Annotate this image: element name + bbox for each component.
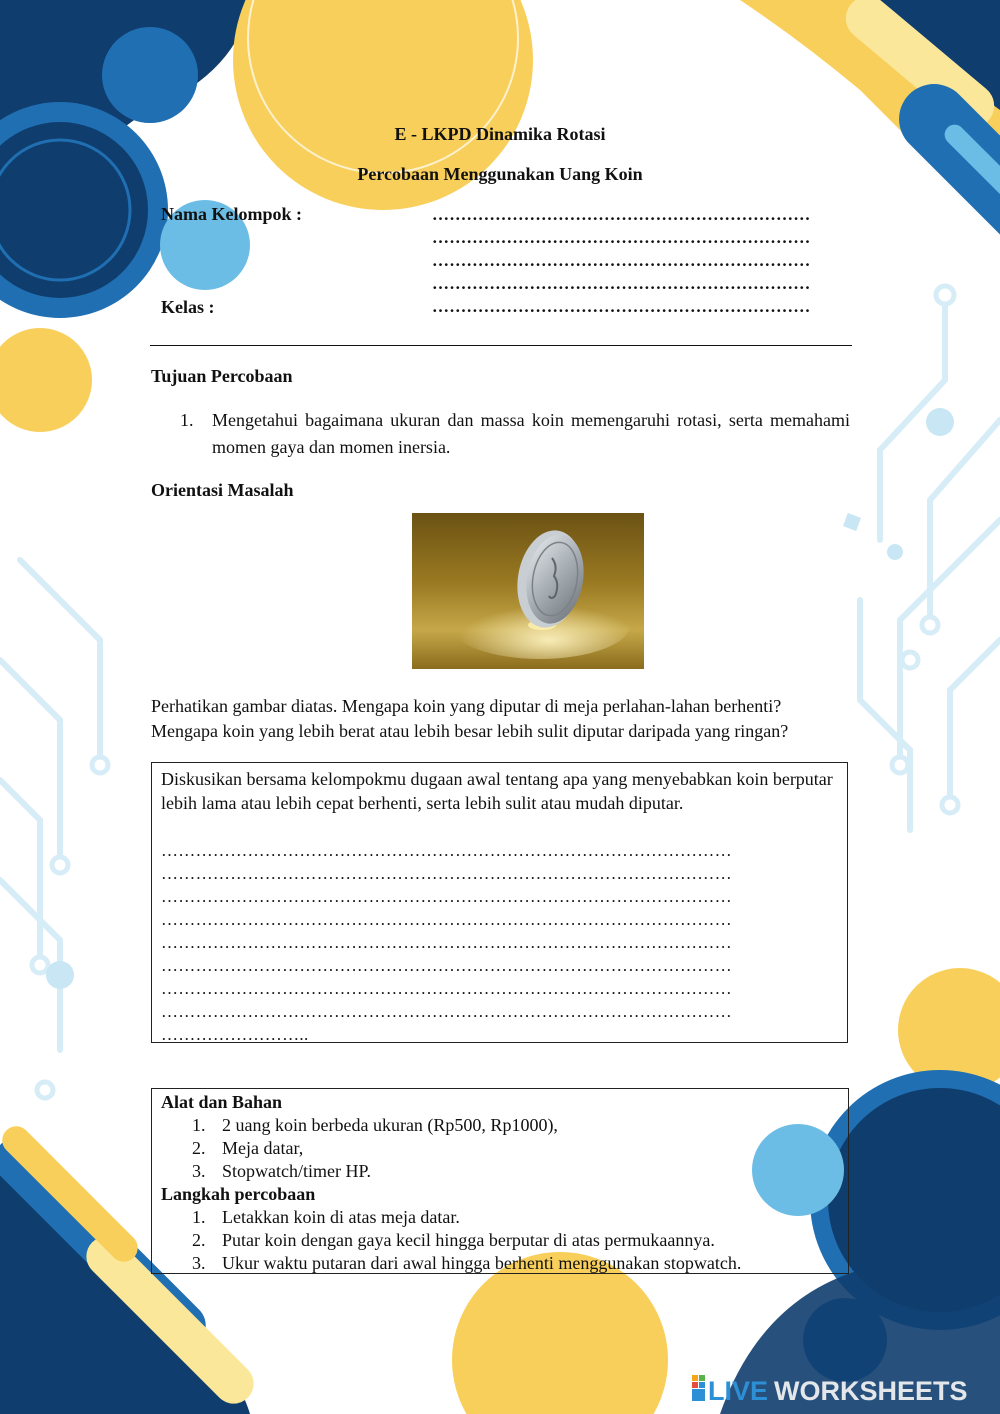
group-name-label: Nama Kelompok :	[161, 204, 302, 224]
discussion-box	[151, 762, 848, 1043]
item-number: 2.	[192, 1230, 206, 1250]
spinning-coin-photo	[412, 513, 644, 669]
answer-line-8[interactable]: ………………………………………………………………………………………	[161, 1002, 732, 1021]
group-name-line-2[interactable]: …………………………………………………………	[432, 228, 811, 247]
answer-line-6[interactable]: ………………………………………………………………………………………	[161, 956, 732, 975]
logo-badge-2	[699, 1375, 705, 1381]
item-number: 2.	[192, 1138, 206, 1158]
page-title: E - LKPD Dinamika Rotasi	[394, 124, 606, 144]
materials-item	[192, 1114, 558, 1136]
item-number: 1.	[192, 1207, 206, 1227]
materials-heading: Alat dan Bahan	[161, 1092, 283, 1112]
objective-text: Mengetahui bagaimana ukuran dan massa koin memengaruhi rotasi, serta memahami momen gaya dan momen inersia.	[212, 410, 850, 457]
steps-heading: Langkah percobaan	[161, 1184, 316, 1204]
group-name-line-1[interactable]: …………………………………………………………	[432, 205, 811, 224]
problem-heading: Orientasi Masalah	[151, 480, 294, 500]
item-text: Stopwatch/timer HP.	[222, 1161, 371, 1181]
page-subtitle: Percobaan Menggunakan Uang Koin	[357, 164, 643, 184]
answer-line-3[interactable]: ………………………………………………………………………………………	[161, 887, 732, 906]
materials-item	[192, 1160, 371, 1182]
answer-line-1[interactable]: ………………………………………………………………………………………	[161, 841, 732, 860]
answer-line-5[interactable]: ………………………………………………………………………………………	[161, 933, 732, 952]
answer-line-last[interactable]: ……………………..	[161, 1025, 309, 1044]
item-number: 1.	[192, 1115, 206, 1135]
logo-badge-3	[692, 1382, 698, 1388]
logo-badge-4	[699, 1382, 705, 1388]
class-line[interactable]: …………………………………………………………	[432, 297, 811, 316]
answer-line-2[interactable]: ………………………………………………………………………………………	[161, 864, 732, 883]
item-text: 2 uang koin berbeda ukuran (Rp500, Rp1000),	[222, 1115, 558, 1135]
steps-item	[192, 1229, 715, 1251]
liveworksheets-logo	[692, 1373, 992, 1405]
materials-item	[192, 1137, 303, 1159]
group-name-line-3[interactable]: …………………………………………………………	[432, 251, 811, 270]
item-text: Letakkan koin di atas meja datar.	[222, 1207, 460, 1227]
logo-text-worksheets: WORKSHEETS	[774, 1376, 968, 1405]
item-text: Meja datar,	[222, 1138, 304, 1158]
problem-paragraph: Perhatikan gambar diatas. Mengapa koin yang diputar di meja perlahan-lahan berhenti? Mengapa koin yang lebih berat atau lebih besar lebih sulit diputar daripada yang ringan?	[151, 696, 789, 741]
objective-heading: Tujuan Percobaan	[151, 366, 293, 386]
discussion-prompt: Diskusikan bersama kelompokmu dugaan awal tentang apa yang menyebabkan koin berputar lebih lama atau lebih cepat berhenti, serta lebih sulit atau mudah diputar.	[161, 769, 833, 813]
logo-text-live: LIVE	[708, 1376, 769, 1405]
objective-number: 1.	[180, 410, 194, 430]
procedure-box	[151, 1088, 849, 1274]
item-text: Putar koin dengan gaya kecil hingga berputar di atas permukaannya.	[222, 1230, 715, 1250]
item-number: 3.	[192, 1161, 206, 1181]
answer-line-4[interactable]: ………………………………………………………………………………………	[161, 910, 732, 929]
steps-item	[192, 1206, 460, 1228]
logo-badge-5	[692, 1389, 705, 1401]
item-number: 3.	[192, 1253, 206, 1273]
logo-badge-1	[692, 1375, 698, 1381]
steps-item	[192, 1252, 741, 1274]
class-label: Kelas :	[161, 297, 215, 317]
group-name-line-4[interactable]: …………………………………………………………	[432, 274, 811, 293]
answer-line-7[interactable]: ………………………………………………………………………………………	[161, 979, 732, 998]
header-divider	[150, 345, 852, 346]
item-text: Ukur waktu putaran dari awal hingga berhenti menggunakan stopwatch.	[222, 1253, 742, 1273]
